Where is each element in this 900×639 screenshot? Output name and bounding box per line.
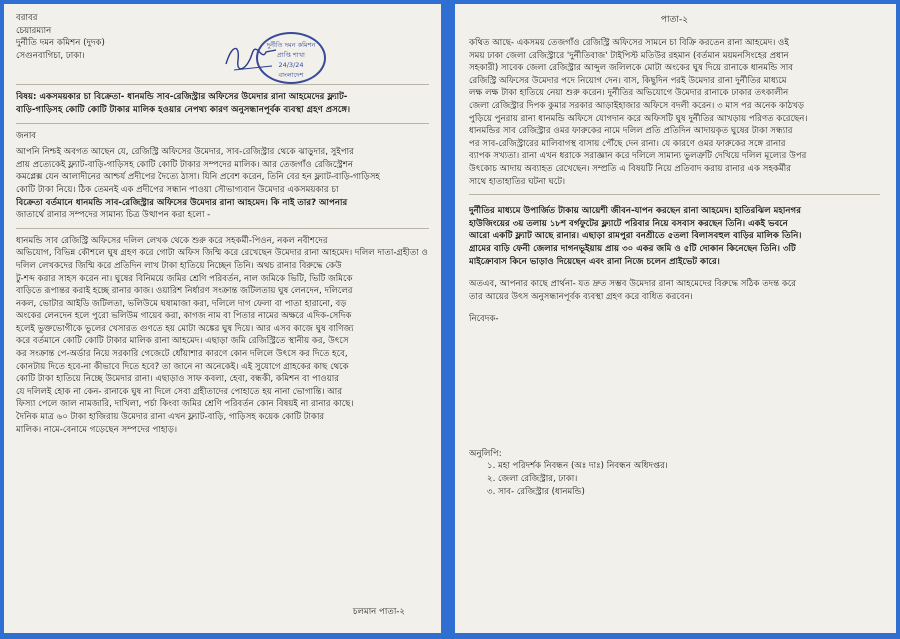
text-line: আপনি নিশ্চই অবগত আছেন যে, রেজিস্ট্রি অফিসের উমেদার, সাব-রেজিস্ট্রার থেকে ঝাড়ুদার, সুইপার [16, 147, 354, 158]
text-line: সহকারী) সাবেক জেলা রেজিস্ট্রার আব্দুল জলিলকে মোটা অংকের ঘুষ দিয়ে রানাকে ধানমন্ডি সাব [469, 63, 794, 74]
text-line: গ্রামের বাড়ি ফেনী জেলার দাগনভূইয়ায় প্রায় ৩০ একর জমি ও ৫টি দোকান কিনেছেন তিনি। ৩টি [469, 243, 796, 254]
text-line: দলিল লেখকদের জিম্মি করে প্রতিদিন লাখ টাকা হাতিয়ে নিচ্ছেন তিনি। অথচ রানার বিরুদ্ধে কেউ [16, 260, 342, 271]
copy-item: ৩. সাব- রেজিস্ট্রার (ধানমন্ডি) [487, 486, 585, 497]
text-line: বিক্রেতা বর্তমানে ধানমন্ডি সাব-রেজিস্ট্রার অফিসের উমেদার রানা আহমেদ। কি নাই তার? আপনার [16, 197, 348, 208]
copy-item: ১. মহা পরিদর্শক নিবন্ধন (অঃ দাঃ) নিবন্ধন অধিদপ্তর। [487, 461, 668, 472]
text-line: জাতার্থে রানার সম্পদের সামান্য চিত্র উত্থাপন করা হলো - [16, 210, 211, 221]
address-line: সেগুনবাগিচা, ঢাকা। [16, 50, 85, 61]
salutation: জনাব [16, 130, 37, 141]
text-line: অভিযোগ, বিভিন্ন কৌশলে ঘুষ গ্রহণ করে গোটা অফিস জিম্মি করে রেখেছেন উমেদার রানা আহমেদ। দলিল দাতা-গ্রহীতা ও [16, 248, 428, 259]
text-line: তার আয়ের উৎস অনুসন্ধানপূর্বক ব্যবস্থা গ্রহণ করে বাধিত করবেন। [469, 291, 693, 302]
page-number: পাতা-২ [660, 15, 689, 25]
text-line: করে বর্তমানে কোটি কোটি টাকার মালিক রানা আহমেদ। এছাড়া জমি রেজিস্ট্রিতে স্থানীয় কর, উৎসে [16, 336, 349, 347]
text-line: আরো একটি ফ্ল্যাট আছে রানার। এছাড়া রামপুরা বনশ্রীতে ৫তলা বিলাসবহুল বাড়ির মালিক তিনি। [469, 231, 802, 242]
text-line: সময় ঢাকা জেলা রেজিস্ট্রারে 'দুর্নীতিবাজ' টাইপিস্ট মতিউর রহমান (বর্তমান ময়মনসিংহের প্রধান [469, 50, 789, 61]
letter-page-2 [455, 4, 896, 633]
text-line: যে দলিলই হোক না কেন- রানাকে ঘুষ না দিলে সেবা গ্রহীতাদের পোহাতে হয় নানা ভোগান্তি। আর [16, 386, 343, 397]
text-line: টু-শব্দ করার সাহস করেন না। ঘুষের বিনিময়ে জমির শ্রেণি পরিবর্তন, নাল জমিকে ভিটি, ভিটি জমিকে [16, 273, 353, 284]
text-line: ধানমন্ডির সাব রেজিস্ট্রার ওমর ফারুকের নামে দলিল প্রতি প্রতিদিন আদায়কৃত ঘুষের টাকা সন্ধ্যার [469, 126, 793, 137]
paragraph-assets [469, 205, 880, 268]
text-line: মালিক। নামে-বেনামে গড়েছেন সম্পদের পাহাড়। [16, 424, 178, 435]
text-line: লক্ষ লক্ষ টাকা হাতিয়ে নেয়া শুরু করেন। দুর্নীতির অভিযোগে উমেদার রানাকে ঢাকার তৎকালীন [469, 88, 789, 99]
text-line: মাইক্রোবাস কিনে ভাড়াও দিয়েছেন এবং রানা নিজে চলেন প্রাইভেট কারে। [469, 256, 720, 267]
text-line: অংকের লেনদেন হলে পুরো ভলিউম গায়েব করা, কাগজ নাম বা পিতার নামের অক্ষরে এদিক-সেদিক [16, 311, 352, 322]
letter-page-1 [4, 4, 441, 633]
continued-note: চলমান পাতা-২ [352, 607, 405, 617]
address-line: চেয়ারম্যান [16, 25, 52, 36]
stamp-line: প্রাপ্তি শাখা [277, 51, 305, 59]
text-line: ধানমন্ডি সাব রেজিস্ট্রি অফিসের দলিল লেখক থেকে শুরু করে সহকর্মী-পিওন, নকল নবীশদের [16, 235, 328, 246]
text-line: রেজিস্ট্রি অফিসের উমেদার পদে নিয়োগ দেন। বাস, কিছুদিন পরই উমেদার রানা দুর্নীতির মাধ্যমে [469, 75, 787, 86]
text-line: দুর্নীতির মাধ্যমে উপার্জিত টাকায় আয়েশী জীবন-যাপন করছেন রানা আহমেদ। হাতিরঝিল মহানগর [469, 206, 801, 217]
text-line: ফিস্যা পেলে জাল নামজারি, দাখিলা, পর্চা কিংবা জমির শ্রেণি পরিবর্তন কোন বিষয়ই না রানার কাছে। [16, 399, 354, 410]
text-line: কথিত আছে- একসময় তেজগাঁও রেজিস্ট্রি অফিসের সামনে চা বিক্রি করতেন রানা আহমেদ। ওই [469, 38, 789, 48]
subject-block [16, 91, 429, 116]
text-line: কোনটায় দিতে হবে-না কীভাবে দিতে হবে? তা জানে না অনেকেই। এই সুযোগে গ্রাহকের কাছ থেকে [16, 361, 349, 372]
subject-line: বাড়ি-গাড়িসহ কোটি কোটি টাকার মালিক হওয়ার নেপথ্য কারণ অনুসন্ধানপূর্বক ব্যবস্থা গ্রহণ প্রসঙ্গে। [16, 104, 351, 115]
text-line: পুড়িয়ে পুনরায় রানা ধানমন্ডি অফিসে যোগদান করে অফিসটি ঘুষ দুর্নীতির আখড়ায় পরিণত করেছেন। [469, 113, 808, 124]
stamp-line: দুর্নীতি দমন কমিশন [266, 41, 316, 49]
paragraph-allegations [16, 235, 429, 437]
text-line: বাড়িতে রূপান্তর করাই হচ্ছে রানার কাজ। ওয়ারিশ নির্ধারণ সংক্রান্ত জটিলতায় ঘুষ লেনদেন, দলিলের [16, 286, 353, 297]
text-line: সাথে হাতাহাতির ঘটনা ঘটে। [469, 176, 566, 187]
copy-list [469, 460, 880, 498]
text-line: প্রায় প্রত্যেকেই ফ্ল্যাট-বাড়ি-গাড়িসহ কোটি কোটি টাকার সম্পদের মালিক। আর তেজগাঁও রেজিস্ট্রেশন [16, 159, 354, 170]
text-line: হাউজিংয়ের ৩য় তলায় ১৮শ বর্গফুটের ফ্ল্যাটে পরিবার নিয়ে বসবাস করছেন তিনি। একই ভবনে [469, 218, 788, 229]
text-line: কর সংক্রান্ত পে-অর্ডার নিয়ে সরকারি গেজেটে ধোঁয়াশার কারণে কোন দলিলে উৎসে কর দিতে হবে, [16, 349, 348, 360]
closing: নিবেদক- [469, 314, 499, 325]
text-line: পর সাব-রেজিস্ট্রারের মালিবাগস্থ বাসায় পৌঁছে দেন রানা। যে কারণে ওমর ফারুকের সঙ্গে রানার [469, 138, 786, 149]
text-line: হলেই ভুক্তভোগীকে ভুলের খেসারত গুণতে হয় মোটা অঙ্কের ঘুষ দিয়ে। আর এসব কাজে ঘুষ বাণিজ্য [16, 323, 354, 334]
copy-label: অনুলিপি: [469, 448, 502, 459]
text-line: কোটি টাকা নিয়ে। ঠিক তেমনই এক প্রদীপের সন্ধান পাওয়া সৌভাগ্যবান উমেদার একসময়কার চা [16, 184, 339, 195]
text-line: কোটি টাকা হাতিয়ে নিচ্ছে উমেদার রানা। এছাড়াও সাফ কবলা, হেবা, বন্ধকী, কমিশন বা পাওয়ার [16, 374, 340, 385]
paragraph-request [469, 278, 880, 303]
paragraph-intro [16, 146, 429, 222]
receipt-stamp [256, 32, 326, 84]
paragraph-history [469, 37, 880, 188]
address-line: বরাবর [16, 13, 38, 23]
text-line: দৈনিক মাত্র ৬০ টাকা হাজিরায় উমেদার রানা এখন ফ্ল্যাট-বাড়ি, গাড়িসহ কয়েক কোটি টাকার [16, 412, 325, 423]
copy-item: ২. জেলা রেজিস্ট্রার, ঢাকা। [487, 474, 578, 485]
address-line: দুর্নীতি দমন কমিশন (দুদক) [16, 38, 105, 49]
text-line: ব্যাপক সখ্যতা। রানা এখন ধরাকে সরাজ্ঞান করে দলিলে সামান্য ভুলত্রুটি দেখিয়ে দলিল মূল্যের উপর [469, 151, 807, 162]
stamp-date: 24/3/24 [278, 61, 304, 69]
text-line: কমপ্লেক্স যেন আলাদীনের আশ্চর্য প্রদীপের দৈত্যে ঠাসা। যিনি প্রবেশ করেন, তিনি বের হন ফ্ল্যাট-বাড়ি-গাড়িসহ [16, 172, 380, 183]
stamp-line: বাংলাদেশ [278, 71, 304, 79]
text-line: নকল, ভোটার আইডি জটিলতা, ভলিউমে ঘষামাজা করা, দলিলে দাগ ফেলা বা পাতা হারানো, বড় [16, 298, 347, 309]
text-line: অতএব, আপনার কাছে প্রার্থনা- যত দ্রুত সম্ভব উমেদার রানা আহমেদের বিরুদ্ধে সঠিক তদন্ত করে [469, 279, 797, 290]
text-line: জেলা রেজিস্ট্রার দিপক কুমার সরকার আড়াইহাজার অফিসে বদলী করেন। ৩ মাস পর অনেক কাঠখড় [469, 100, 805, 111]
text-line: উৎকোচ আদায় অব্যাহত রেখেছেন। সম্প্রতি এ বিষয়টি নিয়ে প্রতিবাদ করায় রানার এক সহকর্মীর [469, 163, 791, 174]
subject-line: বিষয়: একসময়কার চা বিক্রেতা- ধানমন্ডি সাব-রেজিস্ট্রার অফিসের উমেদার রানা আহমেদের ফ্ল্যাট- [16, 92, 348, 103]
